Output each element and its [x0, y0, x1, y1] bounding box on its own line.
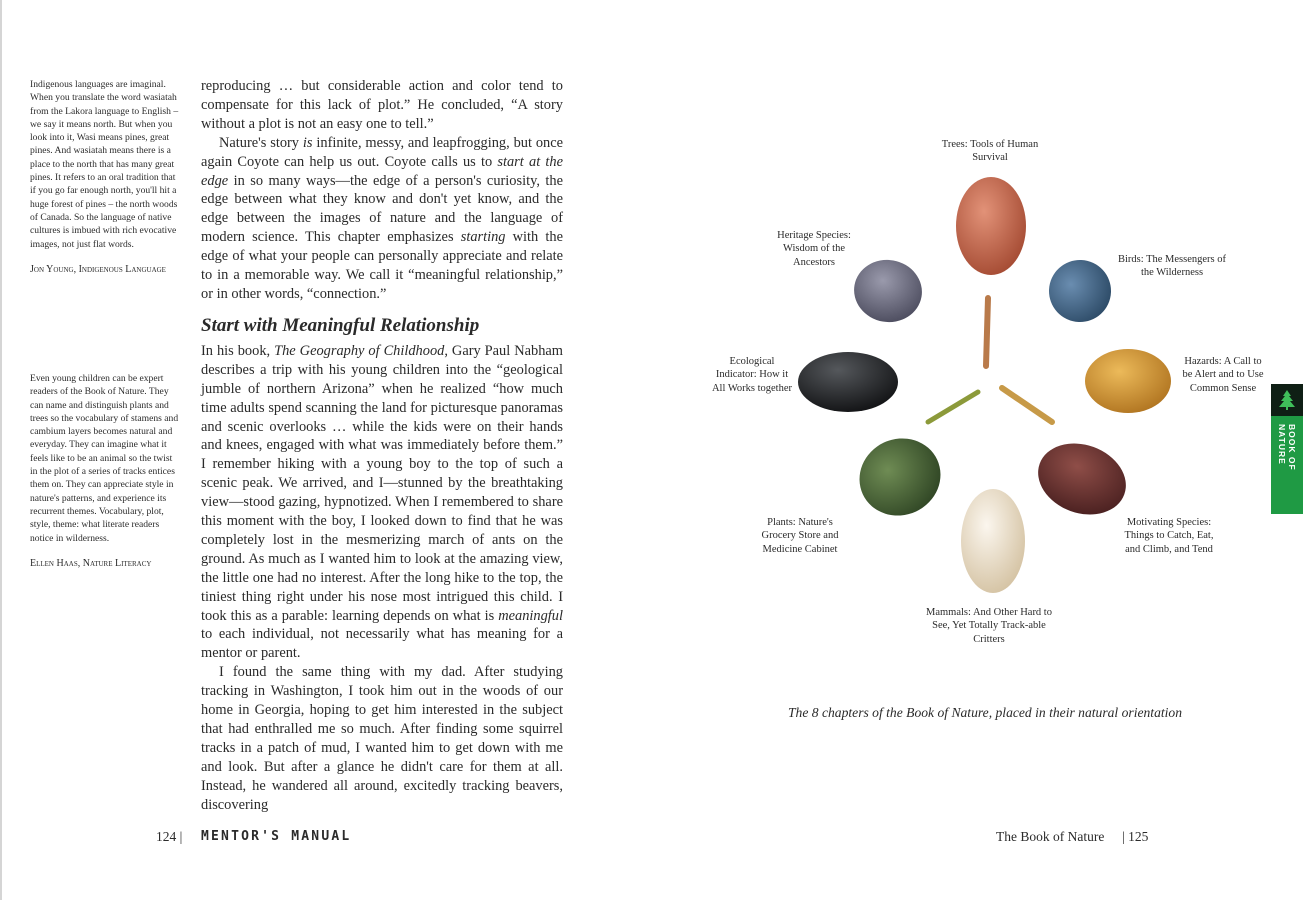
- label-ecological: Ecological Indicator: How it All Works together: [711, 356, 793, 394]
- stone-mammals: [961, 489, 1025, 593]
- main-body-text: [201, 77, 563, 815]
- stone-ecological: [798, 352, 898, 412]
- label-trees: Trees: Tools of Human Survival: [941, 139, 1039, 164]
- paragraph: I found the same thing with my dad. After studying tracking in Washington, I took him out in the woods of our home in Georgia, hoping to get him interested in the subject that had enthralled me so much. After finding some squirrel tracks in a patch of mud, I wanted him to get down with me and look. But after a glance he didn't care for them at all. Instead, he wandered all around, excitedly tracking beavers, discovering: [201, 664, 563, 813]
- stone-hazards: [1085, 349, 1171, 413]
- label-birds: Birds: The Messengers of the Wilderness: [1118, 254, 1226, 279]
- stick-right: [1002, 388, 1052, 422]
- label-mammals: Mammals: And Other Hard to See, Yet Totally Track-able Critters: [926, 607, 1052, 645]
- sidebar-note-text: Indigenous languages are imaginal. When you translate the word wasiatah from the Lakora language to English – we say it means north. But when you look into it, Wasi means pines, great pines. And wasiatah means there is a place to the north that has many great pines. It refers to an oral tradition that if you go far enough north, you'll hit a huge forest of pines – the north woods of Canada. So the language of native cultures is imbued with rich evocative images, not just flat words.: [30, 79, 179, 250]
- left-running-head: MENTOR'S MANUAL: [201, 829, 352, 844]
- sidebar-note-text: Even young children can be expert readers of the Book of Nature. They can name and distinguish plants and trees so the vocabulary of stamens and cambium layers becomes natural and everyday. They can imagine what it feels like to be an animal so the twist in the plot of a series of tracks entices them on. They can appreciate style in nature's patterns, and experience its recurrent themes. Vocabulary, plot, style, theme: what literate readers notice in wilderness.: [30, 373, 179, 544]
- stick-left: [928, 392, 978, 422]
- chapter-tab[interactable]: [1271, 384, 1303, 514]
- sidebar-note-indigenous-language: [30, 78, 182, 276]
- label-hazards: Hazards: A Call to be Alert and to Use Common Sense: [1182, 356, 1264, 394]
- paragraph: In his book, The Geography of Childhood, Gary Paul Nabham describes a trip with his young children into the “geological jumble of northern Arizona” when he realized “how much time adults spend scanning the land for picturesque panoramas and scenic overlooks … while the kids were on their hands and knees, engaged with what was immediately before them.” I remember hiking with a young boy to the top of such a scenic peak. We arrived, and I—stunned by the breathtaking view—stood gazing, hypnotized. When I remembered to share this moment with the boy, I looked down to find that he was completely lost in the mesmerizing march of ants on the ground. As much as I wanted him to look at the amazing view, the little one had no interest. After the long hike to the top, the tiniest thing right under his nose most intrigued this child. I took this as a parable: learning depends on what is meaningful to each individual, not necessarily what has meaning for a mentor or parent.: [201, 342, 563, 662]
- chapter-tab-label: BOOK OF NATURE: [1277, 424, 1297, 471]
- sidebar-note-attribution: Jon Young, Indigenous Language: [30, 263, 166, 275]
- stick-vertical: [986, 298, 988, 366]
- page-edge: [0, 0, 2, 900]
- label-heritage: Heritage Species: Wisdom of the Ancestors: [777, 230, 851, 268]
- stone-plants: [847, 425, 953, 529]
- paragraph: reproducing … but considerable action and color tend to compensate for this lack of plot.” He concluded, “A story without a plot is not an easy one to tell.”: [201, 78, 563, 132]
- stone-trees: [956, 177, 1026, 275]
- tree-icon: [1271, 384, 1303, 416]
- stone-motivating: [1028, 432, 1136, 527]
- stone-birds: [1040, 251, 1119, 330]
- sidebar-note-nature-literacy: [30, 372, 182, 570]
- left-page-number: 124 |: [156, 829, 183, 844]
- figure-caption: The 8 chapters of the Book of Nature, placed in their natural orientation: [787, 705, 1183, 720]
- sidebar-note-attribution: Ellen Haas, Nature Literacy: [30, 557, 152, 569]
- section-heading: Start with Meaningful Relationship: [201, 314, 480, 336]
- label-motivating: Motivating Species: Things to Catch, Eat, and Climb, and Tend: [1124, 517, 1214, 555]
- right-page-number: | 125: [1122, 829, 1149, 844]
- right-running-head: The Book of Nature: [996, 829, 1105, 844]
- paragraph: Nature's story is infinite, messy, and leapfrogging, but once again Coyote can help us out. Coyote calls us to start at the edge in so many ways—the edge of a person's curiosity, the edge between what they know and don't yet know, and the edge between the images of nature and the language of modern science. This chapter emphasizes starting with the edge of what your people can personally appreciate and relate to in a memorable way. We call it “meaningful relationship,” or in other words, “connection.”: [201, 134, 564, 302]
- label-plants: Plants: Nature's Grocery Store and Medicine Cabinet: [761, 517, 839, 555]
